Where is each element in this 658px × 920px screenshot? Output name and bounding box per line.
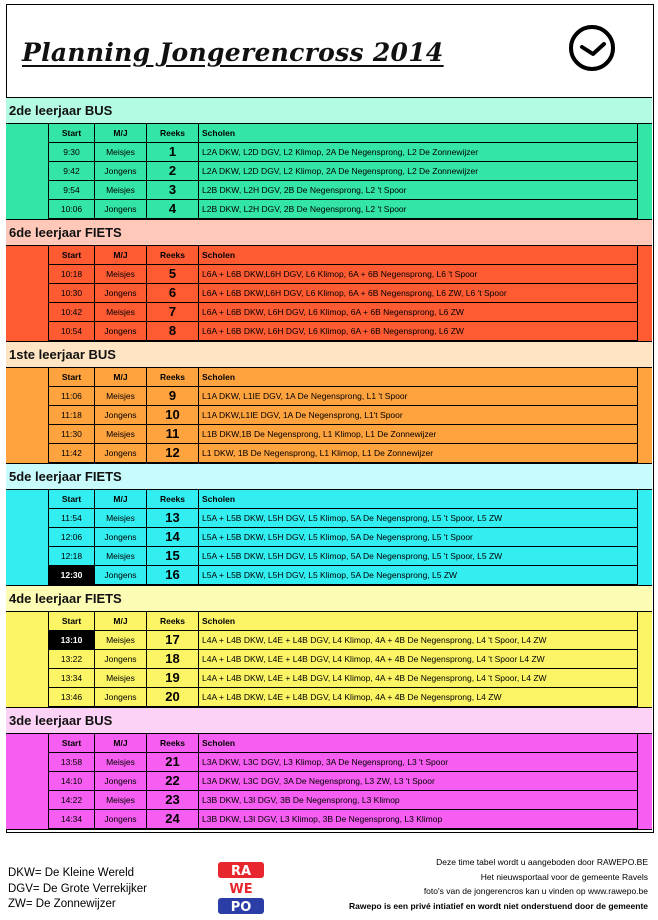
clock-icon <box>566 22 618 74</box>
column-header-start: Start <box>49 734 95 752</box>
schools-cell: L1A DKW, L1IE DGV, 1A De Negensprong, L1 't Spoor <box>202 391 408 401</box>
start-time-cell: 13:10 <box>49 631 95 649</box>
table-row <box>48 162 638 181</box>
column-header-reeks: Reeks <box>147 490 199 508</box>
start-time-cell: 13:34 <box>49 669 95 687</box>
column-header-start: Start <box>49 612 95 630</box>
start-time-cell: 13:46 <box>49 688 95 706</box>
reeks-cell: 6 <box>147 284 199 302</box>
logo-text-ra: RA <box>230 864 252 879</box>
start-time-cell: 14:10 <box>49 772 95 790</box>
reeks-cell: 21 <box>147 753 199 771</box>
schools-cell: L3B DKW, L3I DGV, 3B De Negensprong, L3 Klimop <box>202 795 400 805</box>
reeks-cell: 10 <box>147 406 199 424</box>
gender-cell: Meisjes <box>95 791 147 809</box>
column-header-scholen: Scholen <box>202 494 236 504</box>
column-header-scholen: Scholen <box>202 616 236 626</box>
start-time-cell: 14:34 <box>49 810 95 828</box>
section-title: 3de leerjaar BUS <box>6 708 652 734</box>
table-row <box>48 566 638 585</box>
schools-cell: L5A + L5B DKW, L5H DGV, L5 Klimop, 5A De Negensprong, L5 't Spoor, L5 ZW <box>202 513 503 523</box>
gender-cell: Jongens <box>95 406 147 424</box>
table-header-row <box>48 368 638 387</box>
start-time-cell: 12:06 <box>49 528 95 546</box>
reeks-cell: 15 <box>147 547 199 565</box>
gender-cell: Meisjes <box>95 425 147 443</box>
schools-cell: L2A DKW, L2D DGV, L2 Klimop, 2A De Negensprong, L2 De Zonnewijzer <box>202 166 479 176</box>
start-time-cell: 10:30 <box>49 284 95 302</box>
schools-cell: L3A DKW, L3C DGV, L3 Klimop, 3A De Negensprong, L3 't Spoor <box>202 757 449 767</box>
reeks-cell: 17 <box>147 631 199 649</box>
reeks-cell: 1 <box>147 143 199 161</box>
schools-cell: L3B DKW, L3I DGV, L3 Klimop, 3B De Negensprong, L3 Klimop <box>202 814 443 824</box>
table-row <box>48 509 638 528</box>
table-row <box>48 406 638 425</box>
reeks-cell: 2 <box>147 162 199 180</box>
column-header-start: Start <box>49 368 95 386</box>
gender-cell: Meisjes <box>95 143 147 161</box>
table-row <box>48 669 638 688</box>
rawepo-logo <box>214 860 268 916</box>
table-header-row <box>48 490 638 509</box>
table-row <box>48 322 638 341</box>
column-header-mj: M/J <box>95 246 147 264</box>
gender-cell: Jongens <box>95 688 147 706</box>
gender-cell: Jongens <box>95 528 147 546</box>
table-header-row <box>48 734 638 753</box>
start-time-cell: 11:54 <box>49 509 95 527</box>
table-row <box>48 547 638 566</box>
start-time-cell: 9:54 <box>49 181 95 199</box>
schedule-section <box>6 708 652 830</box>
logo-text-po: PO <box>230 900 252 915</box>
gender-cell: Meisjes <box>95 303 147 321</box>
table-row <box>48 753 638 772</box>
schools-cell: L1 DKW, 1B De Negensprong, L1 Klimop, L1 De Zonnewijzer <box>202 448 434 458</box>
table-row <box>48 791 638 810</box>
table-row <box>48 143 638 162</box>
gender-cell: Meisjes <box>95 547 147 565</box>
schools-cell: L4A + L4B DKW, L4E + L4B DGV, L4 Klimop, 4A + 4B De Negensprong, L4 't Spoor L4 ZW <box>202 654 545 664</box>
column-header-scholen: Scholen <box>202 372 236 382</box>
reeks-cell: 14 <box>147 528 199 546</box>
table-row <box>48 425 638 444</box>
start-time-cell: 10:42 <box>49 303 95 321</box>
gender-cell: Jongens <box>95 200 147 218</box>
reeks-cell: 8 <box>147 322 199 340</box>
schools-cell: L5A + L5B DKW, L5H DGV, L5 Klimop, 5A De Negensprong, L5 't Spoor <box>202 532 473 542</box>
start-time-cell: 12:30 <box>49 566 95 584</box>
column-header-reeks: Reeks <box>147 734 199 752</box>
schedule-section <box>6 586 652 708</box>
reeks-cell: 19 <box>147 669 199 687</box>
gender-cell: Meisjes <box>95 181 147 199</box>
reeks-cell: 16 <box>147 566 199 584</box>
gender-cell: Meisjes <box>95 265 147 283</box>
reeks-cell: 23 <box>147 791 199 809</box>
schools-cell: L5A + L5B DKW, L5H DGV, L5 Klimop, 5A De Negensprong, L5 't Spoor, L5 ZW <box>202 551 503 561</box>
start-time-cell: 10:06 <box>49 200 95 218</box>
gender-cell: Meisjes <box>95 631 147 649</box>
gender-cell: Meisjes <box>95 669 147 687</box>
schools-cell: L6A + L6B DKW, L6H DGV, L6 Klimop, 6A + 6B Negensprong, L6 ZW <box>202 326 464 336</box>
reeks-cell: 9 <box>147 387 199 405</box>
reeks-cell: 20 <box>147 688 199 706</box>
column-header-start: Start <box>49 124 95 142</box>
table-row <box>48 303 638 322</box>
credit-line: Deze time tabel wordt u aangeboden door RAWEPO.BE <box>436 857 648 867</box>
page-title: Planning Jongerencross 2014 <box>22 38 444 67</box>
credit-line: Rawepo is een privé intiatief en wordt niet onderstuend door de gemeente <box>349 900 648 911</box>
schools-cell: L4A + L4B DKW, L4E + L4B DGV, L4 Klimop, 4A + 4B De Negensprong, L4 't Spoor, L4 ZW <box>202 635 547 645</box>
legend-item: DGV= De Grote Verrekijker <box>8 882 148 895</box>
gender-cell: Jongens <box>95 566 147 584</box>
start-time-cell: 11:42 <box>49 444 95 462</box>
section-title: 6de leerjaar FIETS <box>6 220 652 246</box>
schools-cell: L4A + L4B DKW, L4E + L4B DGV, L4 Klimop, 4A + 4B De Negensprong, L4 ZW <box>202 692 502 702</box>
start-time-cell: 11:30 <box>49 425 95 443</box>
section-title: 1ste leerjaar BUS <box>6 342 652 368</box>
column-header-scholen: Scholen <box>202 250 236 260</box>
page-header <box>6 4 652 98</box>
column-header-reeks: Reeks <box>147 612 199 630</box>
reeks-cell: 13 <box>147 509 199 527</box>
schools-cell: L6A + L6B DKW, L6H DGV, L6 Klimop, 6A + 6B Negensprong, L6 ZW <box>202 307 464 317</box>
schools-cell: L2B DKW, L2H DGV, 2B De Negensprong, L2 't Spoor <box>202 185 407 195</box>
reeks-cell: 7 <box>147 303 199 321</box>
gender-cell: Jongens <box>95 322 147 340</box>
reeks-cell: 18 <box>147 650 199 668</box>
column-header-mj: M/J <box>95 612 147 630</box>
start-time-cell: 13:58 <box>49 753 95 771</box>
table-row <box>48 688 638 707</box>
table-header-row <box>48 124 638 143</box>
section-title: 5de leerjaar FIETS <box>6 464 652 490</box>
gender-cell: Meisjes <box>95 387 147 405</box>
gender-cell: Jongens <box>95 810 147 828</box>
schedule-section <box>6 342 652 464</box>
schools-cell: L1A DKW,L1IE DGV, 1A De Negensprong, L1't Spoor <box>202 410 403 420</box>
schools-cell: L2A DKW, L2D DGV, L2 Klimop, 2A De Negensprong, L2 De Zonnewijzer <box>202 147 479 157</box>
legend-item: ZW= De Zonnewijzer <box>8 898 116 910</box>
table-row <box>48 810 638 829</box>
schools-cell: L6A + L6B DKW,L6H DGV, L6 Klimop, 6A + 6B Negensprong, L6 't Spoor <box>202 269 478 279</box>
start-time-cell: 14:22 <box>49 791 95 809</box>
table-row <box>48 444 638 463</box>
reeks-cell: 12 <box>147 444 199 462</box>
gender-cell: Jongens <box>95 162 147 180</box>
gender-cell: Meisjes <box>95 509 147 527</box>
start-time-cell: 9:30 <box>49 143 95 161</box>
column-header-scholen: Scholen <box>202 128 236 138</box>
schools-cell: L3A DKW, L3C DGV, 3A De Negensprong, L3 ZW, L3 't Spoor <box>202 776 435 786</box>
column-header-reeks: Reeks <box>147 246 199 264</box>
start-time-cell: 11:18 <box>49 406 95 424</box>
column-header-reeks: Reeks <box>147 124 199 142</box>
table-header-row <box>48 246 638 265</box>
table-row <box>48 181 638 200</box>
schools-cell: L5A + L5B DKW, L5H DGV, L5 Klimop, 5A De Negensprong, L5 ZW <box>202 570 458 580</box>
schedule-section <box>6 464 652 586</box>
reeks-cell: 22 <box>147 772 199 790</box>
gender-cell: Jongens <box>95 650 147 668</box>
start-time-cell: 10:18 <box>49 265 95 283</box>
section-title: 4de leerjaar FIETS <box>6 586 652 612</box>
table-row <box>48 650 638 669</box>
table-row <box>48 387 638 406</box>
reeks-cell: 5 <box>147 265 199 283</box>
schedule-section <box>6 220 652 342</box>
table-row <box>48 284 638 303</box>
logo-text-we: WE <box>229 882 253 897</box>
start-time-cell: 13:22 <box>49 650 95 668</box>
start-time-cell: 10:54 <box>49 322 95 340</box>
start-time-cell: 9:42 <box>49 162 95 180</box>
column-header-reeks: Reeks <box>147 368 199 386</box>
schools-cell: L2B DKW, L2H DGV, 2B De Negensprong, L2 't Spoor <box>202 204 407 214</box>
column-header-mj: M/J <box>95 734 147 752</box>
gender-cell: Jongens <box>95 772 147 790</box>
table-row <box>48 265 638 284</box>
schools-cell: L4A + L4B DKW, L4E + L4B DGV, L4 Klimop, 4A + 4B De Negensprong, L4 't Spoor, L4 ZW <box>202 673 547 683</box>
gender-cell: Jongens <box>95 284 147 302</box>
legend-item: DKW= De Kleine Wereld <box>8 867 135 879</box>
gender-cell: Jongens <box>95 444 147 462</box>
reeks-cell: 11 <box>147 425 199 443</box>
column-header-scholen: Scholen <box>202 738 236 748</box>
reeks-cell: 4 <box>147 200 199 218</box>
table-row <box>48 631 638 650</box>
reeks-cell: 24 <box>147 810 199 828</box>
table-header-row <box>48 612 638 631</box>
start-time-cell: 11:06 <box>49 387 95 405</box>
gender-cell: Meisjes <box>95 753 147 771</box>
table-row <box>48 528 638 547</box>
schools-cell: L6A + L6B DKW,L6H DGV, L6 Klimop, 6A + 6B Negensprong, L6 ZW, L6 't Spoor <box>202 288 507 298</box>
credit-line: Het nieuwsportaal voor de gemeente Ravels <box>480 871 648 882</box>
table-row <box>48 772 638 791</box>
schools-cell: L1B DKW,1B De Negensprong, L1 Klimop, L1 De Zonnewijzer <box>202 429 437 439</box>
section-title: 2de leerjaar BUS <box>6 98 652 124</box>
column-header-start: Start <box>49 490 95 508</box>
start-time-cell: 12:18 <box>49 547 95 565</box>
column-header-mj: M/J <box>95 368 147 386</box>
credits <box>278 855 648 913</box>
schedule-section <box>6 98 652 220</box>
reeks-cell: 3 <box>147 181 199 199</box>
column-header-mj: M/J <box>95 124 147 142</box>
column-header-start: Start <box>49 246 95 264</box>
credit-line: foto's van de jongerencros kan u vinden op www.rawepo.be <box>423 886 648 896</box>
table-row <box>48 200 638 219</box>
abbreviation-legend <box>8 866 147 913</box>
column-header-mj: M/J <box>95 490 147 508</box>
